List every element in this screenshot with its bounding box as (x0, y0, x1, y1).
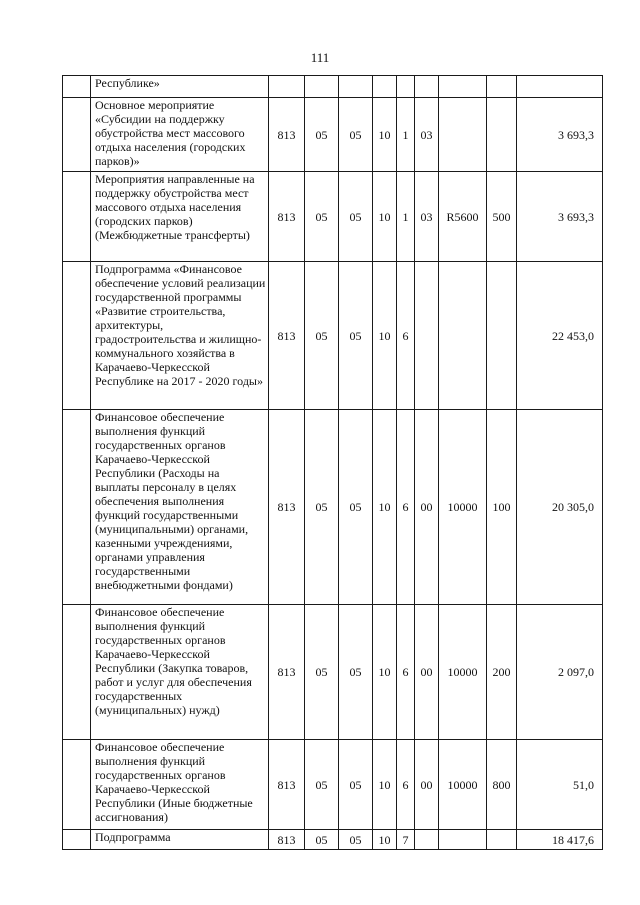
subsection-cell: 05 (339, 410, 373, 605)
direction-cell: R5600 (439, 172, 487, 262)
direction-cell (439, 76, 487, 98)
table-row (63, 410, 603, 605)
ministry-cell: 813 (269, 740, 305, 830)
amount-cell: 3 693,3 (517, 98, 603, 172)
amount-cell: 18 417,6 (517, 830, 603, 850)
amount-cell: 20 305,0 (517, 410, 603, 605)
name-cell: Мероприятия направленные на поддержку обустройства мест массового отдыха населения (городских парков) (Межбюджетные трансферты) (91, 172, 269, 262)
row-number-cell (63, 830, 91, 850)
direction-cell (439, 98, 487, 172)
ministry-cell: 813 (269, 410, 305, 605)
subprogram-cell: 1 (397, 172, 415, 262)
subsection-cell: 05 (339, 740, 373, 830)
program-cell: 10 (373, 830, 397, 850)
amount-cell: 51,0 (517, 740, 603, 830)
name-cell: Финансовое обеспечение выполнения функций государственных органов Карачаево-Черкесской Республики (Расходы на выплаты персоналу в целях обеспечения выполнения функций государственными (муниципальными) органами, казенными учреждениями, органами управления государственными внебюджетными фондами) (91, 410, 269, 605)
table-row (63, 740, 603, 830)
page-number: 111 (310, 50, 330, 65)
section-cell: 05 (305, 262, 339, 410)
table-row (63, 172, 603, 262)
main-event-cell: 00 (415, 410, 439, 605)
main-event-cell (415, 830, 439, 850)
main-event-cell (415, 262, 439, 410)
program-cell: 10 (373, 98, 397, 172)
ministry-cell: 813 (269, 172, 305, 262)
program-cell: 10 (373, 262, 397, 410)
subprogram-cell (397, 76, 415, 98)
name-cell: Основное мероприятие «Субсидии на поддержку обустройства мест массового отдыха населения (городских парков)» (91, 98, 269, 172)
subprogram-cell: 7 (397, 830, 415, 850)
name-cell: Финансовое обеспечение выполнения функций государственных органов Карачаево-Черкесской Республики (Иные бюджетные ассигнования) (91, 740, 269, 830)
program-cell: 10 (373, 605, 397, 740)
row-number-cell (63, 740, 91, 830)
main-event-cell: 00 (415, 605, 439, 740)
ministry-cell: 813 (269, 262, 305, 410)
subsection-cell: 05 (339, 830, 373, 850)
program-cell: 10 (373, 172, 397, 262)
expense-type-cell (487, 262, 517, 410)
subprogram-cell: 1 (397, 98, 415, 172)
subsection-cell: 05 (339, 262, 373, 410)
ministry-cell: 813 (269, 830, 305, 850)
direction-cell: 10000 (439, 410, 487, 605)
name-cell: Подпрограмма (91, 830, 269, 850)
program-cell: 10 (373, 410, 397, 605)
section-cell: 05 (305, 605, 339, 740)
section-cell: 05 (305, 410, 339, 605)
amount-cell (517, 76, 603, 98)
subprogram-cell: 6 (397, 410, 415, 605)
subsection-cell (339, 76, 373, 98)
direction-cell: 10000 (439, 740, 487, 830)
row-number-cell (63, 76, 91, 98)
subsection-cell: 05 (339, 98, 373, 172)
table-row (63, 605, 603, 740)
name-cell: Подпрограмма «Финансовое обеспечение условий реализации государственной программы «Развитие строительства, архитектуры, градостроительства и жилищно-коммунального хозяйства в Карачаево-Черкесской Республике на 2017 - 2020 годы» (91, 262, 269, 410)
ministry-cell (269, 76, 305, 98)
subprogram-cell: 6 (397, 262, 415, 410)
section-cell: 05 (305, 740, 339, 830)
direction-cell: 10000 (439, 605, 487, 740)
program-cell: 10 (373, 740, 397, 830)
amount-cell: 2 097,0 (517, 605, 603, 740)
section-cell: 05 (305, 172, 339, 262)
table-row (63, 262, 603, 410)
row-number-cell (63, 410, 91, 605)
table-row (63, 76, 603, 98)
expense-type-cell: 800 (487, 740, 517, 830)
row-number-cell (63, 98, 91, 172)
name-cell: Республике» (91, 76, 269, 98)
expense-type-cell (487, 830, 517, 850)
subprogram-cell: 6 (397, 605, 415, 740)
section-cell: 05 (305, 98, 339, 172)
row-number-cell (63, 172, 91, 262)
main-event-cell: 03 (415, 98, 439, 172)
table-row (63, 98, 603, 172)
expense-type-cell: 200 (487, 605, 517, 740)
section-cell: 05 (305, 830, 339, 850)
program-cell (373, 76, 397, 98)
ministry-cell: 813 (269, 98, 305, 172)
ministry-cell: 813 (269, 605, 305, 740)
direction-cell (439, 262, 487, 410)
subprogram-cell: 6 (397, 740, 415, 830)
expense-type-cell: 500 (487, 172, 517, 262)
subsection-cell: 05 (339, 172, 373, 262)
main-event-cell: 03 (415, 172, 439, 262)
main-event-cell (415, 76, 439, 98)
expense-type-cell: 100 (487, 410, 517, 605)
row-number-cell (63, 605, 91, 740)
subsection-cell: 05 (339, 605, 373, 740)
amount-cell: 22 453,0 (517, 262, 603, 410)
section-cell (305, 76, 339, 98)
name-cell: Финансовое обеспечение выполнения функций государственных органов Карачаево-Черкесской Республики (Закупка товаров, работ и услуг для обеспечения государственных (муниципальных) нужд) (91, 605, 269, 740)
main-event-cell: 00 (415, 740, 439, 830)
budget-table (62, 75, 603, 850)
row-number-cell (63, 262, 91, 410)
direction-cell (439, 830, 487, 850)
amount-cell: 3 693,3 (517, 172, 603, 262)
table-row (63, 830, 603, 850)
expense-type-cell (487, 98, 517, 172)
expense-type-cell (487, 76, 517, 98)
